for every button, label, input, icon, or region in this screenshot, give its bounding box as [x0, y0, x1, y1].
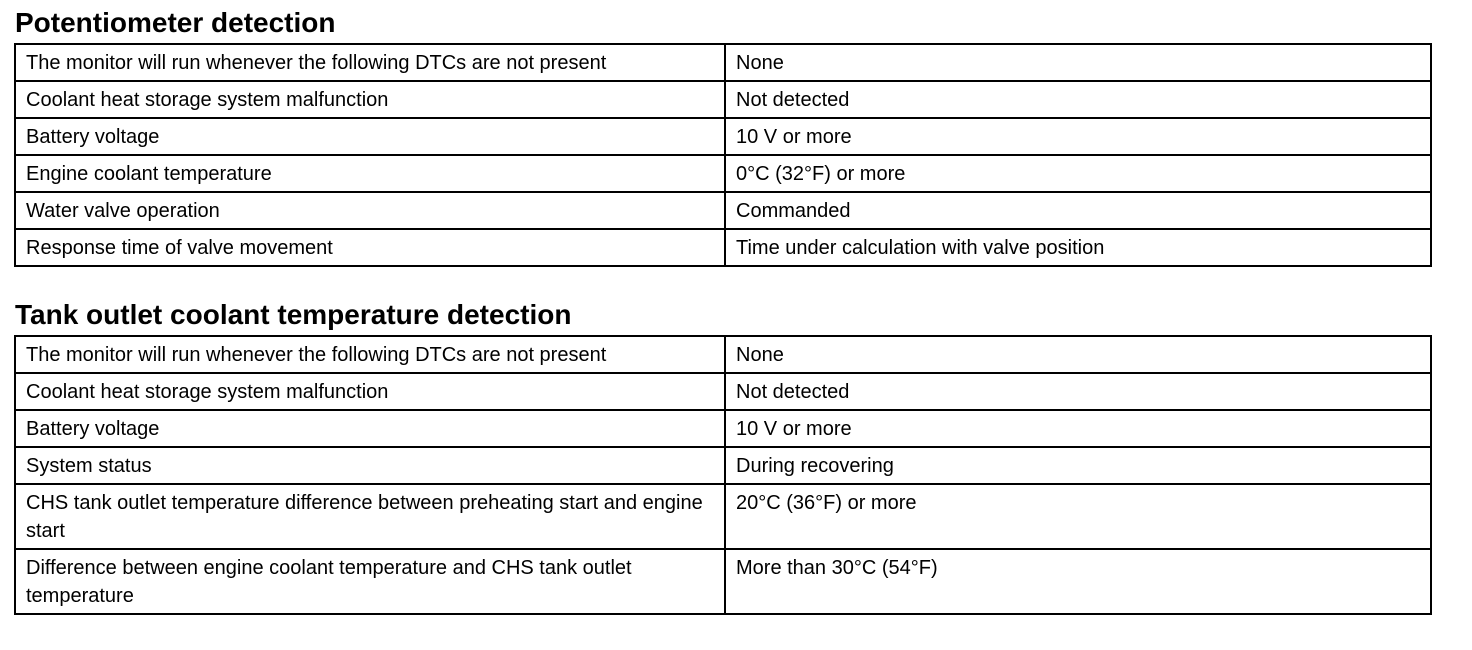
section-title: Tank outlet coolant temperature detection	[15, 299, 572, 330]
condition-value: 0°C (32°F) or more	[725, 155, 1431, 192]
section-title: Potentiometer detection	[15, 7, 336, 38]
condition-label: CHS tank outlet temperature difference between preheating start and engine start	[15, 484, 725, 549]
table-row	[15, 81, 1431, 118]
condition-label: Engine coolant temperature	[15, 155, 725, 192]
table-row	[15, 447, 1431, 484]
condition-value: Not detected	[725, 373, 1431, 410]
condition-label: Coolant heat storage system malfunction	[15, 373, 725, 410]
condition-value: During recovering	[725, 447, 1431, 484]
condition-value: More than 30°C (54°F)	[725, 549, 1431, 614]
condition-label: System status	[15, 447, 725, 484]
condition-value: 20°C (36°F) or more	[725, 484, 1431, 549]
condition-label: Battery voltage	[15, 118, 725, 155]
table-row	[15, 549, 1431, 614]
potentiometer-detection-section	[14, 8, 1432, 267]
table-row	[15, 336, 1431, 373]
condition-label: Water valve operation	[15, 192, 725, 229]
table-row	[15, 118, 1431, 155]
condition-label: Battery voltage	[15, 410, 725, 447]
table-row	[15, 44, 1431, 81]
conditions-table	[14, 335, 1432, 615]
condition-label: The monitor will run whenever the following DTCs are not present	[15, 336, 725, 373]
table-row	[15, 410, 1431, 447]
condition-value: 10 V or more	[725, 410, 1431, 447]
condition-value: Time under calculation with valve position	[725, 229, 1431, 266]
table-row	[15, 192, 1431, 229]
table-row	[15, 484, 1431, 549]
condition-value: 10 V or more	[725, 118, 1431, 155]
table-row	[15, 373, 1431, 410]
condition-value: None	[725, 336, 1431, 373]
condition-value: None	[725, 44, 1431, 81]
condition-label: Response time of valve movement	[15, 229, 725, 266]
table-row	[15, 155, 1431, 192]
condition-label: Difference between engine coolant temperature and CHS tank outlet temperature	[15, 549, 725, 614]
tank-outlet-detection-section	[14, 300, 1432, 615]
table-row	[15, 229, 1431, 266]
conditions-table	[14, 43, 1432, 267]
condition-value: Commanded	[725, 192, 1431, 229]
condition-value: Not detected	[725, 81, 1431, 118]
condition-label: The monitor will run whenever the following DTCs are not present	[15, 44, 725, 81]
condition-label: Coolant heat storage system malfunction	[15, 81, 725, 118]
